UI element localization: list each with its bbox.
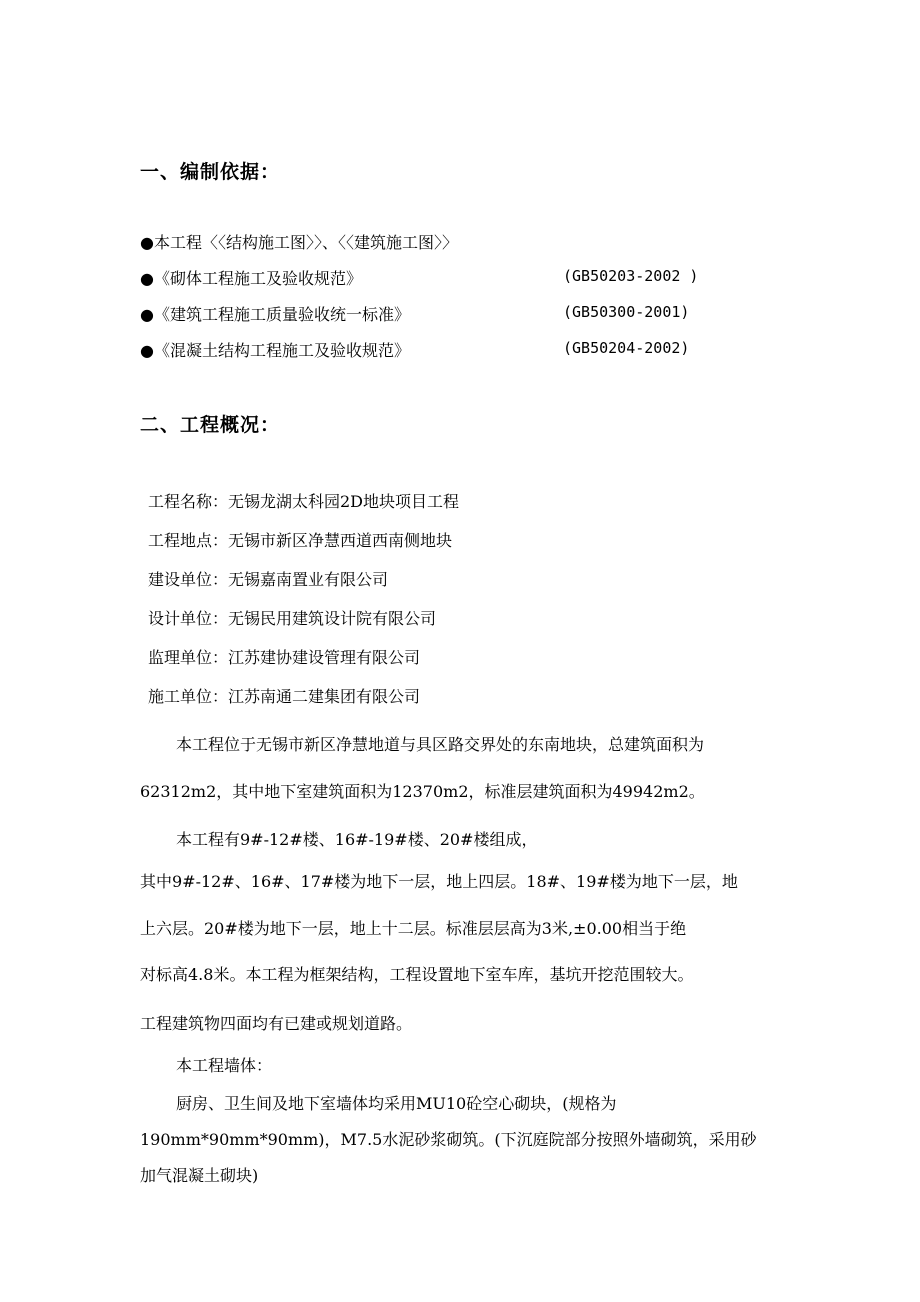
- paragraph-location-line: 本工程位于无锡市新区净慧地道与具区路交界处的东南地块，总建筑面积为: [176, 735, 705, 754]
- reference-item: [140, 338, 410, 361]
- paragraph-buildings-line: 上六层。20#楼为地下一层，地上十二层。标准层层高为3米,±0.00相当于绝: [140, 919, 687, 938]
- paragraph-wall-line: 厨房、卫生间及地下室墙体均采用MU10砼空心砌块，(规格为: [176, 1094, 617, 1113]
- paragraph-buildings-line: 其中9#-12#、16#、17#楼为地下一层，地上四层。18#、19#楼为地下一层，地: [140, 872, 738, 891]
- reference-code: (GB50203-2002 ): [563, 267, 699, 285]
- paragraph-wall-line: 190mm*90mm*90mm)，M7.5水泥砂浆砌筑。(下沉庭院部分按照外墙砌筑，采用砂: [140, 1130, 757, 1149]
- section-heading-overview: 二、工程概况：: [140, 414, 281, 436]
- reference-code: (GB50300-2001): [563, 303, 690, 321]
- reference-item: [140, 266, 362, 289]
- reference-item: [140, 230, 458, 253]
- paragraph-wall-line: 加气混凝土砌块): [140, 1166, 259, 1185]
- paragraph-location-line: 62312m2，其中地下室建筑面积为12370m2，标准层建筑面积为49942m2。: [140, 782, 705, 801]
- reference-item: [140, 302, 410, 325]
- reference-title: 《砌体工程施工及验收规范》: [153, 269, 362, 288]
- paragraph-buildings-line: 工程建筑物四面均有已建或规划道路。: [140, 1014, 413, 1033]
- paragraph-buildings-line: 对标高4.8米。本工程为框架结构，工程设置地下室车库，基坑开挖范围较大。: [140, 965, 694, 984]
- bullet-icon: ●: [140, 305, 154, 324]
- designer: 设计单位：无锡民用建筑设计院有限公司: [148, 609, 437, 628]
- reference-title: 《建筑工程施工质量验收统一标准》: [153, 305, 410, 324]
- project-name: 工程名称：无锡龙湖太科园2D地块项目工程: [148, 492, 460, 511]
- project-location: 工程地点：无锡市新区净慧西道西南侧地块: [148, 531, 453, 550]
- contractor: 施工单位：江苏南通二建集团有限公司: [148, 687, 421, 706]
- bullet-icon: ●: [140, 341, 154, 360]
- section-heading-basis: 一、编制依据：: [140, 161, 281, 183]
- reference-code: (GB50204-2002): [563, 339, 690, 357]
- reference-title: 《混凝土结构工程施工及验收规范》: [153, 341, 410, 360]
- wall-heading: 本工程墙体：: [176, 1056, 273, 1075]
- paragraph-buildings-line: 本工程有9#-12#楼、16#-19#楼、20#楼组成，: [176, 830, 538, 849]
- supervisor: 监理单位：江苏建协建设管理有限公司: [148, 648, 421, 667]
- developer: 建设单位：无锡嘉南置业有限公司: [148, 570, 389, 589]
- bullet-icon: ●: [140, 233, 154, 252]
- reference-title: 本工程〈〈结构施工图〉〉、〈〈建筑施工图〉〉: [153, 233, 458, 252]
- bullet-icon: ●: [140, 269, 154, 288]
